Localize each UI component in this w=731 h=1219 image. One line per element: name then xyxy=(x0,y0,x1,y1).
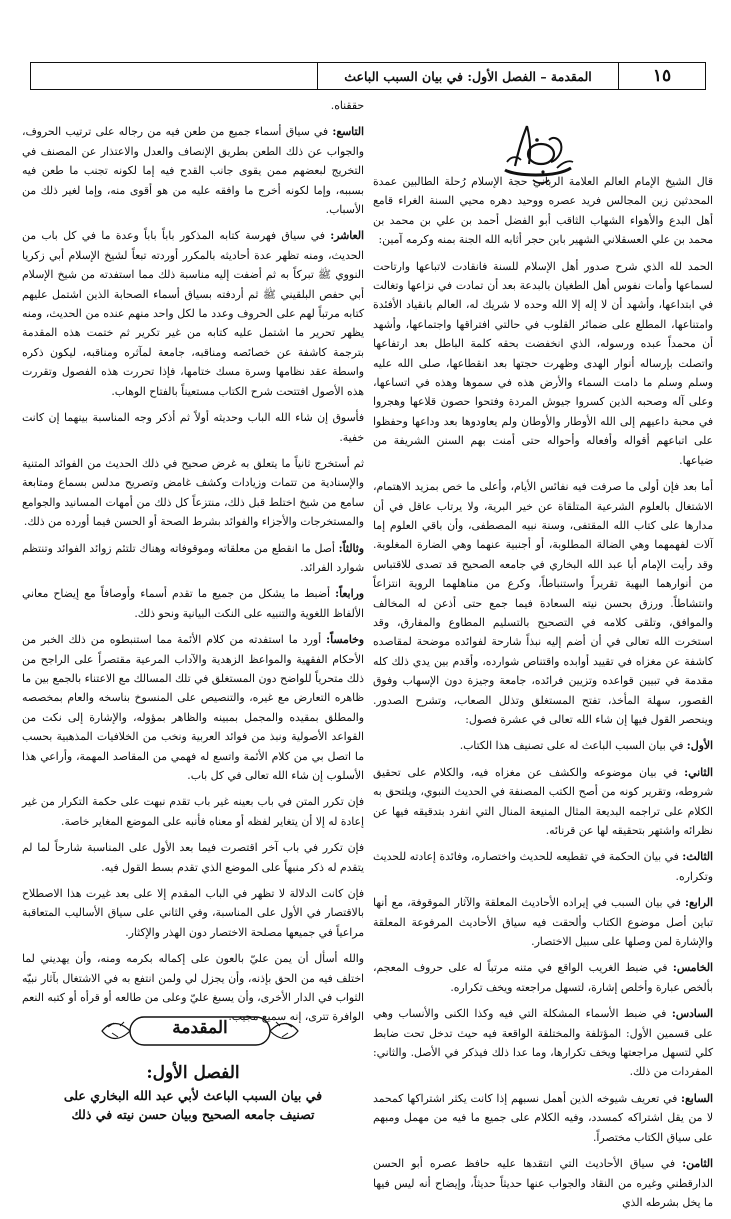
method-paragraph: فأسوق إن شاء الله الباب وحديثه أولاً ثم أذكر وجه المناسبة بينهما إن كانت خفية. xyxy=(22,411,364,444)
header-blank-cell xyxy=(31,63,317,89)
fasl-10-text: في سياق فهرسة كتابه المذكور باباً باباً وعدة ما في كل باب من الحديث، ومنه تظهر عدة أحاديثه بالمكرر أوردته تبعاً لشيخ الإسلام أبي زكريا النووي ﷺ تبركاً به ثم أضفت إليه مناسبة ذلك مما استفدته من شيخ الإسلام أبي حفص البلقيني ﷺ ثم أردفته بسياق أسماء الصحابة الذين اشتمل عليهم كتابه مرتباً لهم على الحروف وعدد ما لكل واحد منهم عنده من الحديث، ومنه يظهر تحرير ما اشتمل عليه كتابه من غير تكرير ثم ختمت هذه المقدمة بترجمة كاشفة عن خصائصه ومناقبه، جامعة لمآثره ومناقبه، ليكون ذكره واسطة عقد نظامها وسرة مسك ختامها، فإذا تحررت هذه الفصول وتقررت هذه الأصول افتتحت شرح الكتاب مستعيناً بالفتاح الوهاب. xyxy=(22,229,364,398)
fourth-step-label: ورابعاً: xyxy=(335,587,364,601)
fasl-1-label: الأول: xyxy=(686,739,713,753)
fasl-5-text: في ضبط الغريب الواقع في متنه مرتباً له على حروف المعجم، بألخص عبارة وأخلص إشارة، لتسهل مراجعته ويخف تكراره. xyxy=(373,961,713,994)
fasl-9-item xyxy=(22,122,364,219)
fasl-10-label: العاشر: xyxy=(330,229,364,243)
chapter-title: الفصل الأول: xyxy=(146,1063,240,1083)
author-intro: قال الشيخ الإمام العالم العلامة الرباني حجة الإسلام رُحلة الطالبين عمدة المحدثين زين المجالس فريد عصره ووحيد دهره محيي السنة الغراء قامع أهل البدع والأهواء الشهاب الثاقب أبو الفضل أحمد بن علي بن محمد بن محمد بن علي العسقلاني الشهير بابن حجر أثابه الله الجنة بمنه وكرمه آمين: xyxy=(373,175,713,247)
fasl-4-item xyxy=(373,893,713,951)
fasl-3-item xyxy=(373,847,713,886)
fasl-5-label: الخامس: xyxy=(672,961,714,975)
fasl-9-text: في سياق أسماء جميع من طعن فيه من رجاله على ترتيب الحروف، والجواب عن ذلك الطعن بطريق الإنصاف والعدل والاعتذار عن المصنف في التخريج لبعضهم ممن يقوى جانب القدح فيه إما لكونه تجنب ما طعن فيه بسببه، وإما لكونه أخرج ما وافقه عليه من هو أقوى منه، وإما لغير ذلك من الأسباب. xyxy=(22,125,364,217)
fasl-4-text: في بيان السبب في إيراده الأحاديث المعلقة والآثار الموقوفة، مع أنها تباين أصل موضوع الكتاب وألحقت فيه سياق الأحاديث المرفوعة المعلقة والإشارة لمن وصلها على سبيل الاختصار. xyxy=(373,896,713,949)
fifth-step-text: أورد ما استفدته من كلام الأئمة مما استنبطوه من ذلك الخبر من الأحكام الفقهية والمواعظ الزهدية والآداب المرعية مقتصراً على الراجح من ذلك متحرياً للواضح دون المستغلق في تلك المسالك مع الاعتناء بالجمع بين ما ظاهره التعارض مع غيره، والتنصيص على المنسوخ بناسخه والعام بمخصصه والمطلق بمقيده والمجمل بمبينه والظاهر بمؤوله، والإشارة إلى نكت من القواعد الأصولية ونبذ من فوائد العربية ونخب من الخلافيات المذهبية بحسب ما اتصل بي من كلام الأئمة واتسع له فهمي من المقاصد المهمة، وأراعي هذا الأسلوب إن شاء الله تعالى في كل باب. xyxy=(22,633,364,782)
fasl-10-item xyxy=(22,226,364,401)
fasl-8-label: الثامن: xyxy=(682,1157,713,1171)
repetition-paragraph-1: فإن تكرر المتن في باب بعينه غير باب تقدم نبهت على حكمة التكرار من غير إعادة له إلا أن يتغاير لفظه أو معناه فأنبه على الموضع المغاير خاصة. xyxy=(22,795,364,828)
fasl-7-label: السابع: xyxy=(681,1091,713,1105)
fasl-4-label: الرابع: xyxy=(685,896,713,910)
fasl-8-text: في سياق الأحاديث التي انتقدها عليه حافظ عصره أبو الحسن الدارقطني وغيره من النقاد والجواب عنها حديثاً حديثاً، وإيضاح أنه ليس فيها ما يخل بشرطه الذي xyxy=(373,1157,713,1209)
second-step-paragraph: ثم أستخرج ثانياً ما يتعلق به غرض صحيح في ذلك الحديث من الفوائد المتنية والإسنادية من تتمات وزيادات وكشف غامض وتصريح مدلس بسماع ومتابعة سامع من شيخ اختلط قبل ذلك، منتزعاً كل ذلك من أمهات المسانيد والجوامع والمستخرجات والأجزاء والفوائد بشرط الصحة أو الحسن فيما أورده من ذلك. xyxy=(22,456,364,529)
third-step-text: أصل ما انقطع من معلقاته وموقوفاته وهناك تلتئم زوائد الفوائد وتنتظم شوارد الفرائد. xyxy=(22,541,364,574)
fasl-2-item xyxy=(373,763,713,841)
fasl-7-text: في تعريف شيوخه الذين أهمل نسبهم إذا كانت يكثر اشتراكها كمحمد لا من يقل اشتراكه كمسدد، وفيه الكلام على جميع ما فيه من مهمل ومبهم على سياق الكتاب مختصراً. xyxy=(373,1091,713,1144)
running-header xyxy=(30,62,706,90)
fasl-9-label: التاسع: xyxy=(332,125,364,139)
running-title: المقدمة – الفصل الأول: في بيان السبب الباعث xyxy=(317,63,618,89)
right-column xyxy=(373,96,713,1219)
fasl-2-label: الثاني: xyxy=(684,765,713,779)
fasl-1-text: في بيان السبب الباعث له على تصنيف هذا الكتاب. xyxy=(459,739,684,753)
third-step-item xyxy=(22,539,364,578)
fasl-3-text: في بيان الحكمة في تقطيعه للحديث واختصاره، وفائدة إعادته للحديث وتكراره. xyxy=(373,850,713,883)
repetition-paragraph-2: فإن تكرر في باب آخر اقتصرت فيما بعد الأول على المناسبة شارحاً لما لم يتقدم له ذكر منبهاً على الموضع الذي تقدم بسط القول فيه. xyxy=(22,841,364,874)
fourth-step-item xyxy=(22,584,364,623)
closing-prayer: والله أسأل أن يمن عليّ بالعون على إكماله بكرمه ومنه، وأن يهديني لما اختلف فيه من الحق بإذنه، وأن يجزل لي ولمن انتفع به في الاشتغال بآثار نبيّه الثواب في الدار الأخرى، وأن يسبغ عليّ وعلى من طالعه أو قرأه أو كتبه النعم الوافرة تترى، إنه سميع مجيب. xyxy=(22,952,364,1024)
page-number: ١٥ xyxy=(618,63,705,89)
fasl-8-item xyxy=(373,1154,713,1212)
section-title: المقدمة xyxy=(172,1018,228,1038)
dalala-paragraph: فإن كانت الدلالة لا تظهر في الباب المقدم إلا على بعد غيرت هذا الاصطلاح بالاقتصار في الأول على المناسبة، وفي الثاني على سياق الأساليب المتعاقبة مراعياً في جميعها مصلحة الاختصار دون الهذر والإكثار. xyxy=(22,887,364,939)
continuation-word: حققناه. xyxy=(330,99,364,112)
fasl-3-label: الثالث: xyxy=(682,850,713,864)
fasl-6-label: السادس: xyxy=(671,1007,713,1021)
fasl-6-item xyxy=(373,1004,713,1082)
chapter-subtitle-line-1: في بيان السبب الباعث لأبي عبد الله البخاري على xyxy=(63,1088,323,1103)
chapter-subtitle-line-2: تصنيف جامعه الصحيح وبيان حسن نيته في ذلك xyxy=(71,1107,315,1122)
chapter-heading xyxy=(22,1063,364,1124)
third-step-label: وثالثاً: xyxy=(338,541,364,555)
fifth-step-item xyxy=(22,630,364,785)
left-column xyxy=(22,96,364,1034)
fasl-5-item xyxy=(373,958,713,997)
fifth-step-label: وخامساً: xyxy=(326,633,365,647)
hamd-paragraph: الحمد لله الذي شرح صدور أهل الإسلام للسنة فانقادت لاتباعها وارتاحت لسماعها وأمات نفوس أهل الطغيان بالبدعة بعد أن تمادت في نزاعها وتغالت في ابتداعها، وأشهد أن لا إله إلا الله وحده لا شريك له، العالم بانقياد الأفئدة وامتناعها، المطلع على ضمائر القلوب في حالتي افتراقها واجتماعها، وأشهد أن محمداً عبده ورسوله، الذي انخفضت بحقه كلمة الباطل بعد ارتفاعها واتصلت بإرساله أنوار الهدى وظهرت حجتها بعد انقطاعها، صلى الله عليه وسلم وسلم ما دامت السماء والأرض هذه في سموها وهذه في اتساعها، وعلى آله وصحبه الذين كسروا جيوش المردة وفتحوا حصون قلاعها وهجروا في محبة داعيهم إلى الله الأوطار والأوطان ولم يعاودوها بعد وداعها وحفظوا على اتباعهم أقواله وأفعاله وأحواله حتى أمنت بهم السنن الشريفة من ضياعها. xyxy=(373,259,713,467)
fasl-2-text: في بيان موضوعه والكشف عن مغزاه فيه، والكلام على تحقيق شروطه، وتقرير كونه من أصح الكتب المصنفة في الحديث النبوي، ويلتحق به الكلام على تراجمه البديعة المثال المنيعة المنال التي انفرد بتدقيقه فيها عن نظرائه واشتهر بتحقيقه لها عن قرنائه. xyxy=(373,765,713,837)
fasl-1-item xyxy=(373,736,713,755)
fourth-step-text: أضبط ما يشكل من جميع ما تقدم أسماء وأوصافاً مع إيضاح معاني الألفاظ اللغوية والتنبيه على النكت البيانية ونحو ذلك. xyxy=(22,587,364,620)
fasl-6-text: في ضبط الأسماء المشكلة التي فيه وكذا الكنى والأنساب وهي على قسمين الأول: المؤتلفة والمختلفة الواقعة فيه حيث تدخل تحت ضابط كلي لتسهل مراجعتها ويخف تكرارها، وما عدا ذلك فيذكر في الأصل. والثاني: المفردات من ذلك. xyxy=(373,1007,713,1079)
amma-bad-paragraph: أما بعد فإن أولى ما صرفت فيه نفائس الأيام، وأعلى ما خص بمزيد الاهتمام، الاشتغال بالعلوم الشرعية المتلقاة عن خير البرية، ولا يرتاب عاقل في أن مدارها على كتاب الله المقتفى، وسنة نبيه المصطفى، وأن باقي العلوم إما آلات لفهمهما وهي الضالة المطلوبة، أو أجنبية عنهما وهي الضارة المغلوبة. وقد رأيت الإمام أبا عبد الله البخاري في جامعه الصحيح قد تصدى للاقتباس من أنوارهما البهية تقريراً واستنباطاً، وكرع من مناهلهما الروية انتزاعاً وانتشاطاً. ورزق بحسن نيته السعادة فيما جمع حتى أذعن له المخالف والموافق، وتلقى كلامه في التصحيح بالتسليم المطاوع والمفارق، وقد استخرت الله تعالى في أن أضم إليه نبذاً شارحة لفوائده موضحة لمقاصده كاشفة عن مغزاه في تقييد أوابده واقتناص شوارده، وأقدم بين يدي ذلك كله مقدمة في تبيين قواعده وتزيين فرائده، جامعة وجيزة دون الإسهاب وفوق القصور، سهلة المأخذ، تفتح المستغلق وتذلل الصعاب، وتشرح الصدور. وينحصر القول فيها إن شاء الله تعالى في عشرة فصول: xyxy=(373,480,713,726)
